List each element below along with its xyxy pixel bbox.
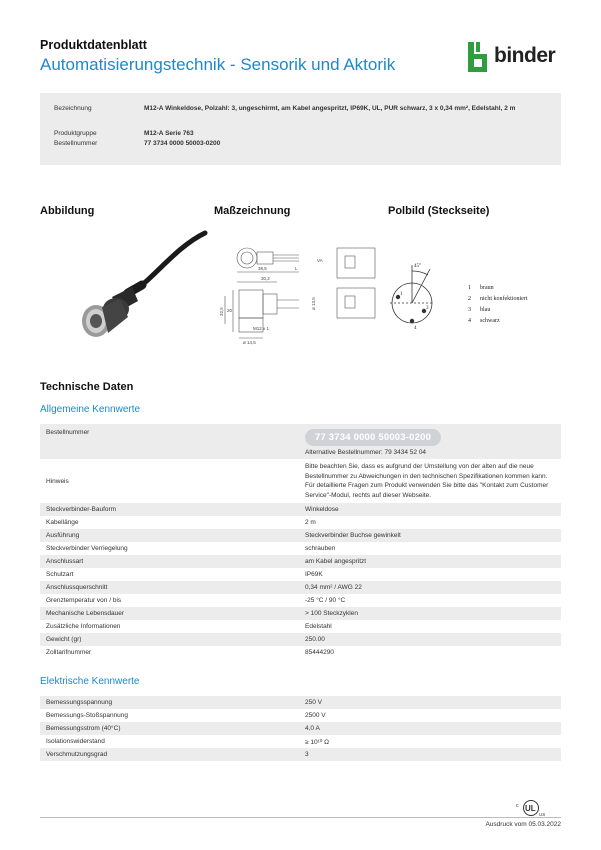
spec-key: Steckverbinder-Bauform	[40, 503, 299, 516]
spec-key: Steckverbinder Verriegelung	[40, 542, 299, 555]
brand-name: binder	[494, 44, 556, 67]
spec-value: Bitte beachten Sie, dass es aufgrund der Umstellung von der alten auf die neue Bestellnummer zu Abweichungen in den technischen Spezifikationen kommen kann. Für detaillierte Fragen zum Produkt verwenden Sie bitte das "Kontakt zum Customer Service"-Modul, rechts auf dieser Webseite.	[299, 459, 561, 503]
table-row	[40, 516, 561, 529]
pin-1-label: braun	[480, 285, 494, 291]
general-specs-table	[40, 424, 561, 659]
svg-text:3: 3	[426, 306, 429, 311]
order-number-badge: 77 3734 0000 50003-0200	[305, 429, 441, 446]
spec-key: Hinweis	[40, 459, 299, 503]
spec-value: 2 m	[299, 516, 561, 529]
spec-value: 0,34 mm² / AWG 22	[299, 581, 561, 594]
svg-text:c: c	[516, 803, 519, 809]
alt-order-number: Alternative Bestellnummer: 79 3434 52 04	[305, 449, 427, 456]
table-row	[40, 581, 561, 594]
doc-type-label: Produktdatenblatt	[40, 38, 147, 52]
pin-4-label: schwarz	[480, 318, 500, 324]
spec-key: Bestellnummer	[40, 424, 299, 459]
summary-value: 77 3734 0000 50003-0200	[144, 140, 221, 147]
table-row	[40, 503, 561, 516]
spec-value: Steckverbinder Buchse gewinkelt	[299, 529, 561, 542]
table-row	[40, 735, 561, 748]
pin-4-num: 4	[468, 318, 471, 324]
spec-value: > 100 Steckzyklen	[299, 607, 561, 620]
spec-key: Grenztemperatur von / bis	[40, 594, 299, 607]
footer-divider	[40, 817, 561, 818]
print-date: Ausdruck vom 05.03.2022	[485, 821, 561, 828]
svg-text:1: 1	[400, 292, 403, 297]
ul-certification-icon	[516, 799, 546, 817]
spec-value: 2500 V	[299, 709, 561, 722]
spec-key: Ausführung	[40, 529, 299, 542]
section-abbildung: Abbildung	[40, 205, 95, 217]
spec-key: Gewicht (gr)	[40, 633, 299, 646]
dim-l: L	[295, 266, 298, 271]
spec-key: Bemessungsstrom (40°C)	[40, 722, 299, 735]
dim-14-5: ø 14,5	[243, 340, 256, 345]
label-va: VA	[317, 258, 323, 263]
section-masszeichnung: Maßzeichnung	[214, 205, 291, 217]
pin-2-label: nicht konfektioniert	[480, 296, 528, 302]
dim-30-2: 30,2	[261, 276, 270, 281]
table-row	[40, 555, 561, 568]
spec-value: 4,0 A	[299, 722, 561, 735]
summary-value: M12-A Serie 763	[144, 130, 194, 137]
pin-layout-drawing	[384, 245, 564, 335]
pin-angle: 45°	[414, 264, 421, 269]
summary-key: Bestellnummer	[54, 140, 98, 147]
spec-value: 85444290	[299, 646, 561, 659]
table-row	[40, 459, 561, 503]
dim-13-5: ø 13,5	[311, 297, 316, 310]
spec-value: 250.00	[299, 633, 561, 646]
spec-value: IP69K	[299, 568, 561, 581]
dimension-drawing	[213, 238, 379, 348]
spec-key: Anschlussart	[40, 555, 299, 568]
spec-key: Bemessungs-Stoßspannung	[40, 709, 299, 722]
technical-data-title: Technische Daten	[40, 381, 134, 393]
spec-value: 250 V	[299, 696, 561, 709]
pin-1-num: 1	[468, 285, 471, 291]
spec-key: Kabellänge	[40, 516, 299, 529]
dim-20: 20	[227, 308, 233, 313]
spec-value: -25 °C / 90 °C	[299, 594, 561, 607]
table-row	[40, 646, 561, 659]
svg-text:US: US	[539, 812, 546, 817]
summary-value: M12-A Winkeldose, Polzahl: 3, ungeschirmt, am Kabel angespritzt, IP69K, UL, PUR schwarz, 3 x 0,34 mm², Edelstahl, 2 m	[144, 105, 516, 112]
summary-key: Produktgruppe	[54, 130, 97, 137]
binder-logo	[468, 42, 564, 72]
pin-3-label: blau	[480, 307, 491, 313]
spec-key: Schutzart	[40, 568, 299, 581]
general-specs-title: Allgemeine Kennwerte	[40, 404, 141, 415]
spec-value	[299, 424, 561, 459]
spec-value: ≥ 10¹⁰ Ω	[299, 735, 561, 748]
svg-text:4: 4	[414, 326, 417, 331]
binder-logo-mark-icon	[468, 42, 494, 72]
table-row	[40, 542, 561, 555]
spec-key: Zusätzliche Informationen	[40, 620, 299, 633]
dim-32-5: 32,5	[219, 307, 224, 316]
spec-value: 3	[299, 748, 561, 761]
pin-3-num: 3	[468, 307, 471, 313]
product-summary	[40, 93, 561, 165]
spec-key: Anschlussquerschnitt	[40, 581, 299, 594]
table-row	[40, 594, 561, 607]
table-row	[40, 722, 561, 735]
page-title: Automatisierungstechnik - Sensorik und Aktorik	[40, 55, 396, 74]
spec-value: am Kabel angespritzt	[299, 555, 561, 568]
spec-key: Bemessungsspannung	[40, 696, 299, 709]
spec-key: Mechanische Lebensdauer	[40, 607, 299, 620]
summary-key: Bezeichnung	[54, 105, 92, 112]
dim-m12: M12 x 1	[253, 326, 270, 331]
table-row	[40, 568, 561, 581]
section-polbild: Polbild (Steckseite)	[388, 205, 490, 217]
table-row	[40, 424, 561, 459]
svg-text:UL: UL	[525, 804, 536, 813]
table-row	[40, 620, 561, 633]
spec-value: schrauben	[299, 542, 561, 555]
product-image	[50, 225, 210, 345]
table-row	[40, 633, 561, 646]
spec-key: Verschmutzungsgrad	[40, 748, 299, 761]
table-row	[40, 607, 561, 620]
table-row	[40, 529, 561, 542]
table-row	[40, 696, 561, 709]
spec-value: Winkeldose	[299, 503, 561, 516]
pin-2-num: 2	[468, 296, 471, 302]
spec-value: Edelstahl	[299, 620, 561, 633]
electrical-specs-table	[40, 696, 561, 761]
spec-key: Zolltarifnummer	[40, 646, 299, 659]
electrical-specs-title: Elektrische Kennwerte	[40, 676, 140, 687]
table-row	[40, 748, 561, 761]
spec-key: Isolationswiderstand	[40, 735, 299, 748]
table-row	[40, 709, 561, 722]
dim-38-5: 38,5	[258, 266, 267, 271]
